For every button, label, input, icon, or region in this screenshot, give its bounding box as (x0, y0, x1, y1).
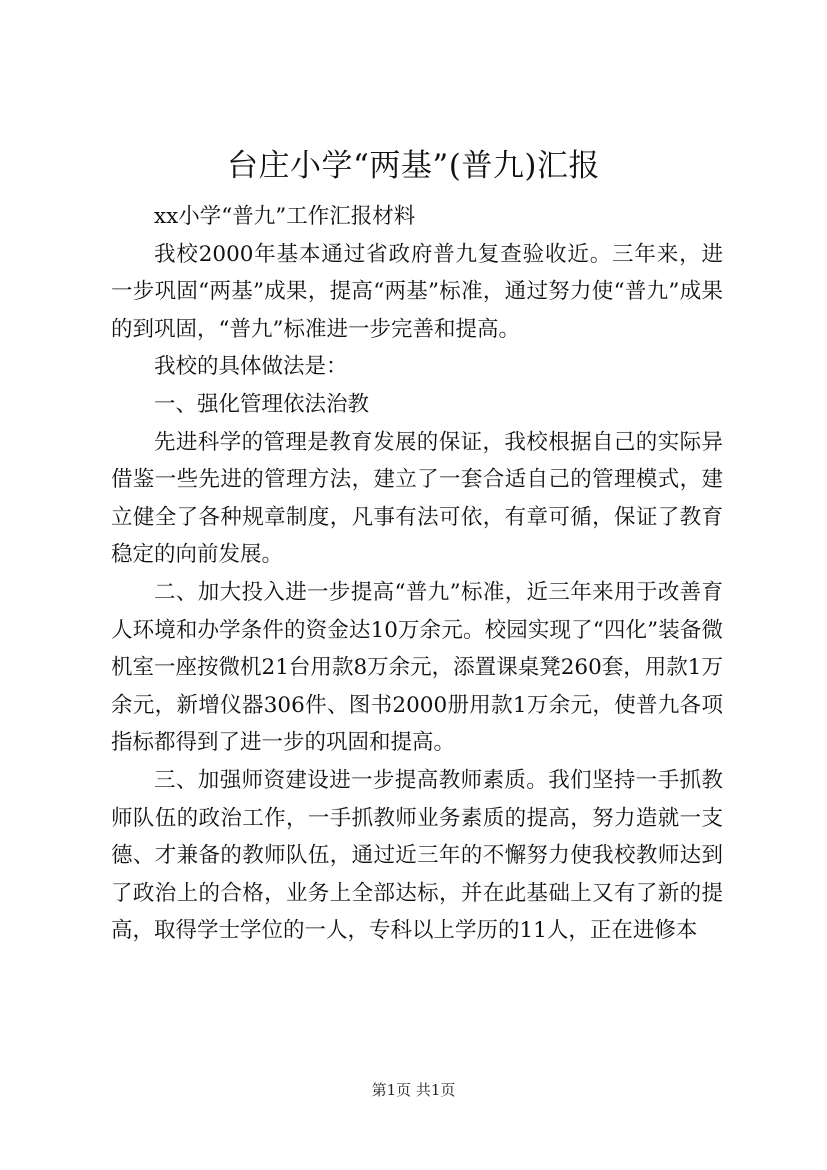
paragraph-heading-1: 一、强化管理依法治教 (154, 391, 370, 417)
paragraph-methods-lead: 我校的具体做法是： (154, 354, 348, 380)
paragraph-intro: 我校2000年基本通过省政府普九复查验收近。三年来，进一步巩固“两基”成果，提高“两基”标准，通过努力使“普九”成果的到巩固，“普九”标准进一步完善和提高。 (111, 241, 723, 342)
document-body (111, 198, 723, 950)
paragraph-teachers: 三、加强师资建设进一步提高教师素质。我们坚持一手抓教师队伍的政治工作，一手抓教师业务素质的提高，努力造就一支德、才兼备的教师队伍，通过近三年的不懈努力使我校教师达到了政治上的合格，业务上全部达标，并在此基础上又有了新的提高，取得学士学位的一人，专科以上学历的11人，正在进修本 (111, 767, 723, 944)
page-footer: 第1页 共1页 (371, 1081, 456, 1099)
document-title: 台庄小学“两基”(普九)汇报 (227, 148, 600, 184)
paragraph-management: 先进科学的管理是教育发展的保证，我校根据自己的实际异借鉴一些先进的管理方法，建立了一套合适自己的管理模式，建立健全了各种规章制度，凡事有法可依，有章可循，保证了教育稳定的向前发展。 (111, 429, 723, 568)
paragraph-subtitle: xx小学“普九”工作汇报材料 (154, 204, 416, 229)
paragraph-investment: 二、加大投入进一步提高“普九”标准，近三年来用于改善育人环境和办学条件的资金达10万余元。校园实现了“四化”装备微机室一座按微机21台用款8万余元，添置课桌凳260套，用款1万余元，新增仪器306件、图书2000册用款1万余元，使普九各项指标都得到了进一步的巩固和提高。 (111, 579, 723, 756)
